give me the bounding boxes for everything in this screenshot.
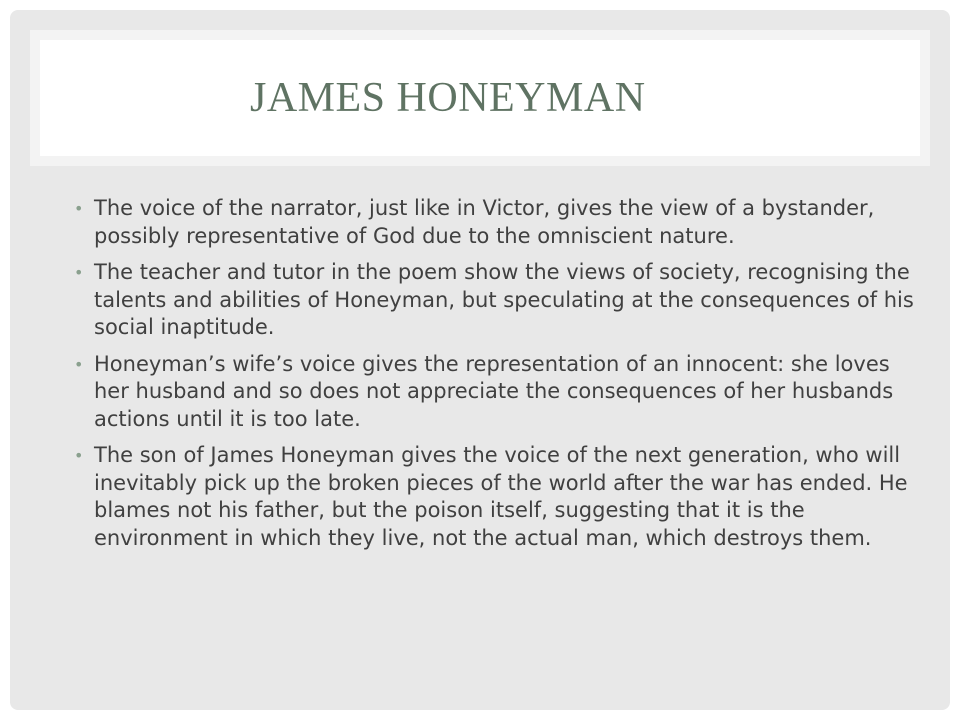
bullet-icon: •: [74, 199, 84, 218]
bullet-icon: •: [74, 263, 84, 282]
bullet-text: Honeyman’s wife’s voice gives the representation of an innocent: she loves her husband and so does not appreciate the consequences of her husbands actions until it is too late.: [94, 351, 894, 431]
slide: [10, 10, 950, 710]
bullet-item: [74, 259, 914, 342]
slide-title: JAMES HONEYMAN: [250, 75, 646, 121]
bullet-item: [74, 195, 914, 250]
bullet-list: [74, 195, 914, 561]
bullet-icon: •: [74, 446, 84, 465]
bullet-text: The voice of the narrator, just like in Victor, gives the view of a bystander, possibly representative of God due to the omniscient nature.: [94, 196, 875, 248]
bullet-item: [74, 442, 914, 552]
bullet-item: [74, 351, 914, 434]
bullet-text: The teacher and tutor in the poem show the views of society, recognising the talents and abilities of Honeyman, but speculating at the consequences of his social inaptitude.: [94, 260, 914, 339]
bullet-icon: •: [74, 354, 84, 374]
bullet-text: The son of James Honeyman gives the voice of the next generation, who will inevitably pick up the broken pieces of the world after the war has ended. He blames not his father, but the poison itself, suggesting that it is the environment in which they live, not the actual man, which destroys them.: [94, 443, 908, 550]
